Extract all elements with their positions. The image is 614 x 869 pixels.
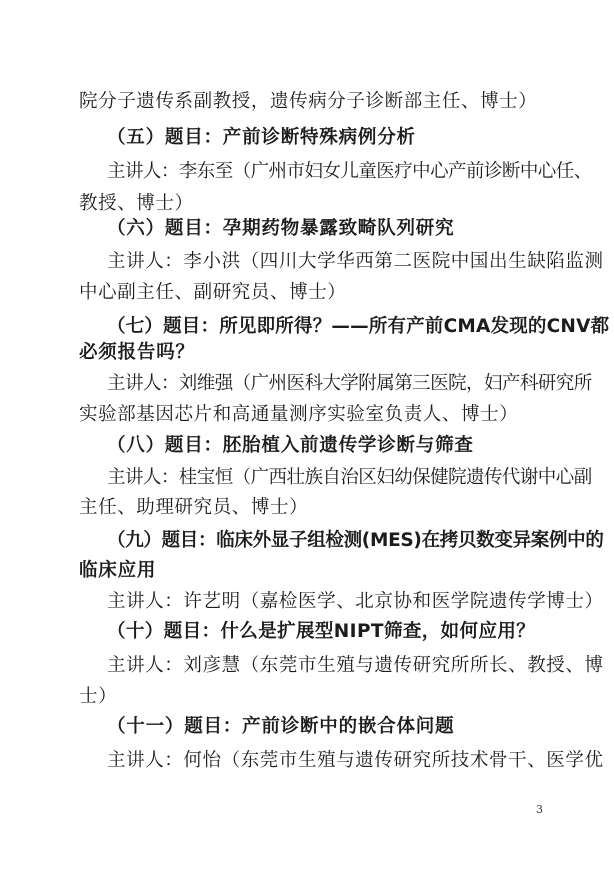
speaker-line-10: 主讲人：刘彦慧（东莞市生殖与遗传研究所所长、教授、博 — [107, 655, 604, 676]
speaker-affiliation-line: 院分子遗传系副教授，遗传病分子诊断部主任、博士） — [79, 91, 538, 112]
speaker-line-9: 主讲人：许艺明（嘉检医学、北京协和医学院遗传学博士） — [107, 591, 604, 612]
speaker-line-5: 主讲人：李东至（广州市妇女儿童医疗中心产前诊断中心任、 — [107, 161, 592, 182]
topic-title-9: （九）题目：临床外显子组检测(MES)在拷贝数变异案例中的 — [107, 530, 604, 551]
page-number: 3 — [536, 803, 543, 816]
topic-title-11: （十一）题目：产前诊断中的嵌合体问题 — [107, 716, 455, 737]
speaker-affiliation-line: 中心副主任、副研究员、博士） — [79, 282, 347, 303]
speaker-affiliation-line: 教授、博士） — [79, 193, 194, 214]
speaker-affiliation-line: 士） — [79, 686, 118, 707]
speaker-line-6: 主讲人：李小洪（四川大学华西第二医院中国出生缺陷监测 — [107, 251, 604, 272]
topic-title-6: （六）题目：孕期药物暴露致畸队列研究 — [107, 218, 455, 239]
topic-title-10: （十）题目：什么是扩展型NIPT筛查，如何应用？ — [107, 621, 536, 642]
speaker-line-7: 主讲人：刘维强（广州医科大学附属第三医院，妇产科研究所 — [107, 373, 592, 394]
topic-title-8: （八）题目：胚胎植入前遗传学诊断与筛查 — [107, 435, 474, 456]
topic-title-5: （五）题目：产前诊断特殊病例分析 — [107, 127, 416, 148]
speaker-affiliation-line: 主任、助理研究员、博士） — [79, 497, 309, 518]
speaker-line-11: 主讲人：何怡（东莞市生殖与遗传研究所技术骨干、医学优 — [107, 750, 604, 771]
topic-title-7: （七）题目：所见即所得？——所有产前CMA发现的CNV都 — [107, 316, 610, 337]
topic-title-7-cont: 必须报告吗？ — [79, 342, 195, 363]
topic-title-9-cont: 临床应用 — [79, 560, 157, 581]
speaker-affiliation-line: 实验部基因芯片和高通量测序实验室负责人、博士） — [79, 404, 519, 425]
speaker-line-8: 主讲人：桂宝恒（广西壮族自治区妇幼保健院遗传代谢中心副 — [107, 467, 592, 488]
